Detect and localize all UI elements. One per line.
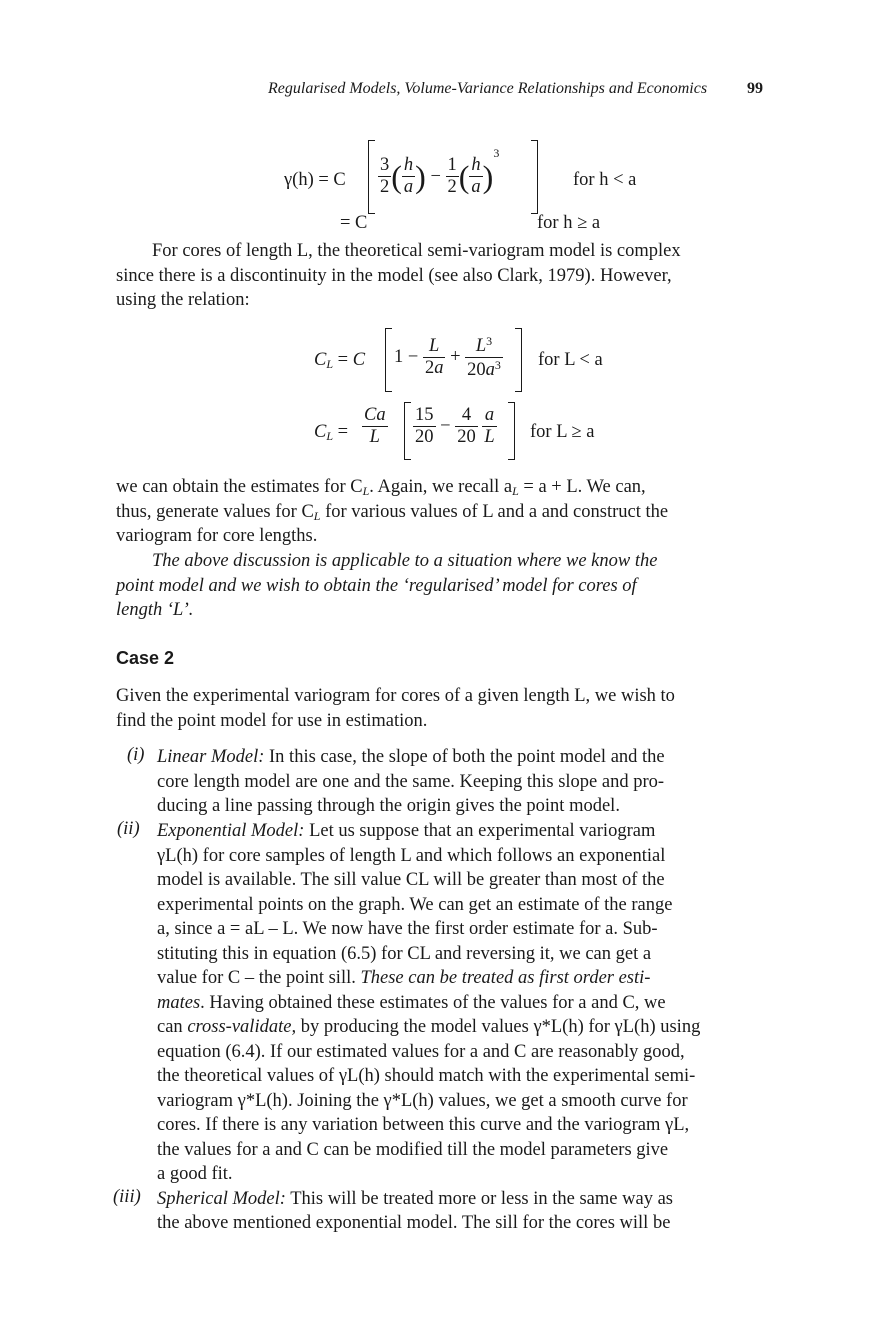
item-ii-line-12: variogram γ*L(h). Joining the γ*L(h) values, we get a smooth curve for <box>157 1091 688 1111</box>
left-bracket <box>404 402 411 460</box>
equation-gamma-lhs: γ(h) = C <box>284 170 346 190</box>
paragraph-1-line-1: For cores of length L, the theoretical semi-variogram model is complex <box>152 241 681 261</box>
item-ii-line-8: mates. Having obtained these estimates of the values for a and C, we <box>157 993 666 1013</box>
item-ii-line-11: the theoretical values of γL(h) should match with the experimental semi- <box>157 1066 696 1086</box>
equation-cl2-condition: for L ≥ a <box>530 422 595 442</box>
item-ii-line-3: model is available. The sill value CL will be greater than most of the <box>157 870 665 890</box>
equation-gamma-body: $\frac{3}{2}$ ( $\frac{h}{a}$ ) − $\frac{1}{2}$ ( $\frac{h}{a}$ )$^3$ <box>380 146 500 198</box>
page-number: 99 <box>747 80 763 97</box>
item-i-line-3: ducing a line passing through the origin gives the point model. <box>157 796 620 816</box>
paragraph-1-line-3: using the relation: <box>116 290 250 310</box>
equation-cl1-body: 1 − $\frac{L}{2a}$ + $\frac{L^3}{20a^3}$ <box>394 334 501 380</box>
right-bracket <box>515 328 522 392</box>
item-iii-line-1: Spherical Model: This will be treated more or less in the same way as <box>157 1189 673 1209</box>
item-ii-line-2: γL(h) for core samples of length L and which follows an exponential <box>157 846 666 866</box>
paragraph-2-line-1: we can obtain the estimates for $C_L$. Again, we recall $a_L = a + L$. We can, <box>116 477 646 498</box>
item-ii-label: (ii) <box>117 819 140 839</box>
equation-1-condition: for h < a <box>573 170 637 190</box>
equation-cl2-lhs: $C_L$ = <box>314 422 349 443</box>
case2-intro-line-1: Given the experimental variogram for cores of a given length L, we wish to <box>116 686 675 706</box>
equation-cl1-lhs: $C_L = C$ <box>314 350 366 371</box>
left-bracket <box>385 328 392 392</box>
paragraph-1-line-2: since there is a discontinuity in the model (see also Clark, 1979). However, <box>116 266 672 286</box>
paragraph-3-line-2: point model and we wish to obtain the ‘regularised’ model for cores of <box>116 576 637 596</box>
item-i-label: (i) <box>127 745 145 765</box>
item-ii-line-1: Exponential Model: Let us suppose that an experimental variogram <box>157 821 656 841</box>
equation-2-condition: for h ≥ a <box>537 213 601 233</box>
paragraph-2-line-3: variogram for core lengths. <box>116 526 318 546</box>
item-ii-line-13: cores. If there is any variation between this curve and the variogram γL, <box>157 1115 690 1135</box>
paragraph-2-line-2: thus, generate values for $C_L$ for various values of L and a and construct the <box>116 502 669 523</box>
item-ii-line-7: value for C – the point sill. These can be treated as first order esti- <box>157 968 651 988</box>
case2-intro-line-2: find the point model for use in estimation. <box>116 711 428 731</box>
equation-cl1-condition: for L < a <box>538 350 603 370</box>
item-iii-label: (iii) <box>113 1187 141 1207</box>
section-heading: Case 2 <box>116 648 175 668</box>
item-ii-line-5: a, since a = aL – L. We now have the first order estimate for a. Sub- <box>157 919 658 939</box>
running-header: Regularised Models, Volume-Variance Relationships and Economics <box>268 80 708 97</box>
item-i-line-1: Linear Model: In this case, the slope of both the point model and the <box>157 747 665 767</box>
item-iii-line-2: the above mentioned exponential model. The sill for the cores will be <box>157 1213 671 1233</box>
right-bracket <box>508 402 515 460</box>
right-bracket <box>531 140 538 214</box>
item-i-line-2: core length model are one and the same. Keeping this slope and pro- <box>157 772 665 792</box>
paragraph-3-line-1: The above discussion is applicable to a situation where we know the <box>152 551 658 571</box>
equation-cl2-frac: $\frac{Ca}{L}$ <box>364 405 386 447</box>
item-ii-line-6: stituting this in equation (6.5) for CL and reversing it, we can get a <box>157 944 652 964</box>
equation-cl2-body: $\frac{15}{20}$ − $\frac{4}{20}$ $\frac{a}{L}$ <box>415 405 495 447</box>
item-ii-line-4: experimental points on the graph. We can get an estimate of the range <box>157 895 673 915</box>
item-ii-line-15: a good fit. <box>157 1164 233 1184</box>
item-ii-line-14: the values for a and C can be modified till the model parameters give <box>157 1140 669 1160</box>
item-ii-line-10: equation (6.4). If our estimated values for a and C are reasonably good, <box>157 1042 685 1062</box>
paragraph-3-line-3: length ‘L’. <box>116 600 194 620</box>
item-ii-line-9: can cross-validate, by producing the model values γ*L(h) for γL(h) using <box>157 1017 701 1037</box>
left-bracket <box>368 140 375 214</box>
equation-2-rhs: = C <box>340 213 368 233</box>
